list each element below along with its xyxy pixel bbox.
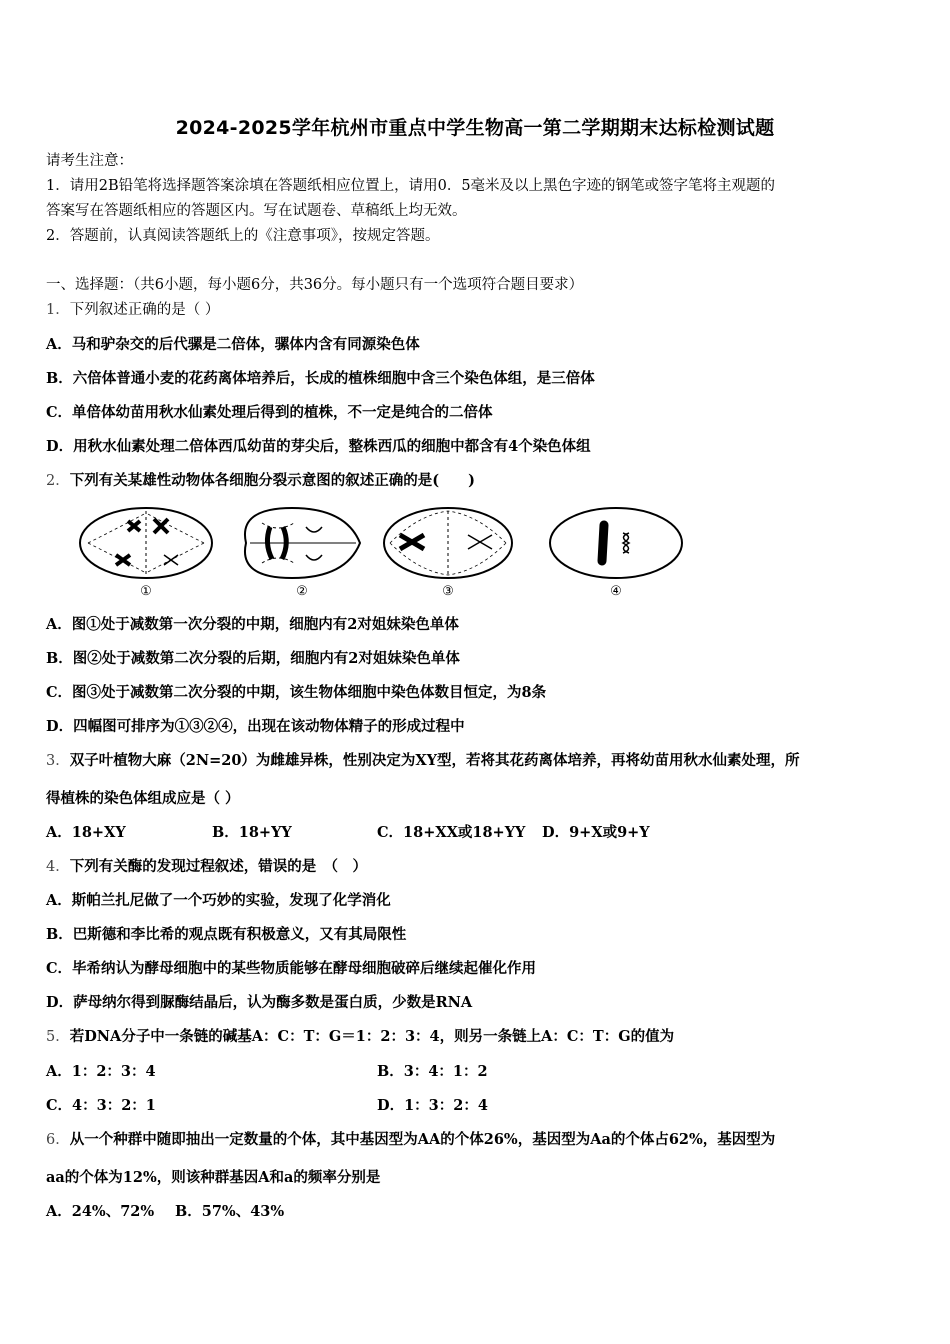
q3-option-b: B．18+YY — [212, 824, 292, 841]
q5-option-b: B．3：4：1：2 — [377, 1063, 488, 1080]
q2-option-c: C．图③处于减数第二次分裂的中期，该生物体细胞中染色体数目恒定，为8条 — [46, 684, 547, 701]
question-6-stem-cont: aa的个体为12%，则该种群基因A和a的频率分别是 — [46, 1169, 381, 1186]
cell-figure-4 — [550, 508, 682, 598]
q1-option-a: A．马和驴杂交的后代骡是二倍体，骡体内含有同源染色体 — [46, 336, 420, 353]
question-text: 下列有关某雄性动物体各细胞分裂示意图的叙述正确的是( ) — [69, 472, 475, 489]
notice-heading: 请考生注意： — [46, 153, 133, 169]
figure-label-1: ① — [140, 584, 152, 598]
q2-option-d: D．四幅图可排序为①③②④，出现在该动物体精子的形成过程中 — [46, 718, 465, 735]
question-number: 5． — [46, 1029, 70, 1045]
question-4-stem — [46, 857, 367, 877]
figure-label-3: ③ — [442, 584, 454, 598]
question-3-stem — [46, 751, 800, 771]
q6-option-a: A．24%、72% — [46, 1203, 155, 1220]
figure-label-2: ② — [296, 584, 308, 598]
question-number: 4． — [46, 859, 70, 875]
q5-option-a: A．1：2：3：4 — [46, 1063, 156, 1080]
section-heading: 一、选择题：（共6小题，每小题6分，共36分。每小题只有一个选项符合题目要求） — [46, 277, 584, 293]
q3-option-d: D．9+X或9+Y — [542, 824, 650, 841]
q4-option-a: A．斯帕兰扎尼做了一个巧妙的实验，发现了化学消化 — [46, 892, 391, 909]
cell-figure-3 — [384, 508, 512, 598]
question-text: 若DNA分子中一条链的碱基A：C：T：G＝1：2：3：4，则另一条链上A：C：T：G的值为 — [69, 1028, 675, 1045]
cell-figure-2 — [245, 508, 360, 598]
question-2-stem — [46, 471, 475, 491]
q3-option-c: C．18+XX或18+YY — [377, 824, 526, 841]
question-1-stem — [46, 300, 219, 320]
question-number: 6． — [46, 1132, 70, 1148]
q5-option-d: D．1：3：2：4 — [377, 1097, 488, 1114]
question-text: 从一个种群中随即抽出一定数量的个体，其中基因型为AA的个体26%，基因型为Aa的个体占62%，基因型为 — [69, 1131, 776, 1148]
figure-label-4: ④ — [610, 584, 622, 598]
question-text: 双子叶植物大麻（2N=20）为雌雄异株，性别决定为XY型，若将其花药离体培养，再将幼苗用秋水仙素处理，所 — [69, 752, 800, 769]
question-number: 1． — [46, 302, 70, 318]
notice-line-1: 1．请用2B铅笔将选择题答案涂填在答题纸相应位置上，请用0．5毫米及以上黑色字迹的钢笔或签字笔将主观题的 — [46, 178, 776, 194]
q1-option-b: B．六倍体普通小麦的花药离体培养后，长成的植株细胞中含三个染色体组，是三倍体 — [46, 370, 595, 387]
q2-option-b: B．图②处于减数第二次分裂的后期，细胞内有2对姐妹染色单体 — [46, 650, 460, 667]
question-number: 2． — [46, 473, 70, 489]
q1-option-c: C．单倍体幼苗用秋水仙素处理后得到的植株，不一定是纯合的二倍体 — [46, 404, 493, 421]
q4-option-d: D．萨母纳尔得到脲酶结晶后，认为酶多数是蛋白质，少数是RNA — [46, 994, 473, 1011]
notice-line-2: 答案写在答题纸相应的答题区内。写在试题卷、草稿纸上均无效。 — [46, 203, 467, 219]
question-3-stem-cont: 得植株的染色体组成应是（ ） — [46, 790, 240, 807]
q5-option-c: C．4：3：2：1 — [46, 1097, 156, 1114]
question-6-stem — [46, 1130, 775, 1150]
q2-option-a: A．图①处于减数第一次分裂的中期，细胞内有2对姐妹染色单体 — [46, 616, 459, 633]
cell-division-figures — [78, 503, 688, 598]
question-number: 3． — [46, 753, 70, 769]
notice-line-3: 2．答题前，认真阅读答题纸上的《注意事项》，按规定答题。 — [46, 228, 440, 244]
q4-option-c: C．毕希纳认为酵母细胞中的某些物质能够在酵母细胞破碎后继续起催化作用 — [46, 960, 537, 977]
q1-option-d: D．用秋水仙素处理二倍体西瓜幼苗的芽尖后，整株西瓜的细胞中都含有4个染色体组 — [46, 438, 591, 455]
q6-option-b: B．57%、43% — [175, 1203, 285, 1220]
page-title: 2024-2025学年杭州市重点中学生物高一第二学期期末达标检测试题 — [175, 117, 775, 139]
question-5-stem — [46, 1027, 674, 1047]
question-text: 下列有关酶的发现过程叙述，错误的是 （ ） — [69, 858, 367, 875]
question-text: 下列叙述正确的是（ ） — [69, 302, 220, 318]
q4-option-b: B．巴斯德和李比希的观点既有积极意义，又有其局限性 — [46, 926, 407, 943]
q3-option-a: A．18+XY — [46, 824, 126, 841]
cell-figure-1 — [80, 508, 212, 598]
